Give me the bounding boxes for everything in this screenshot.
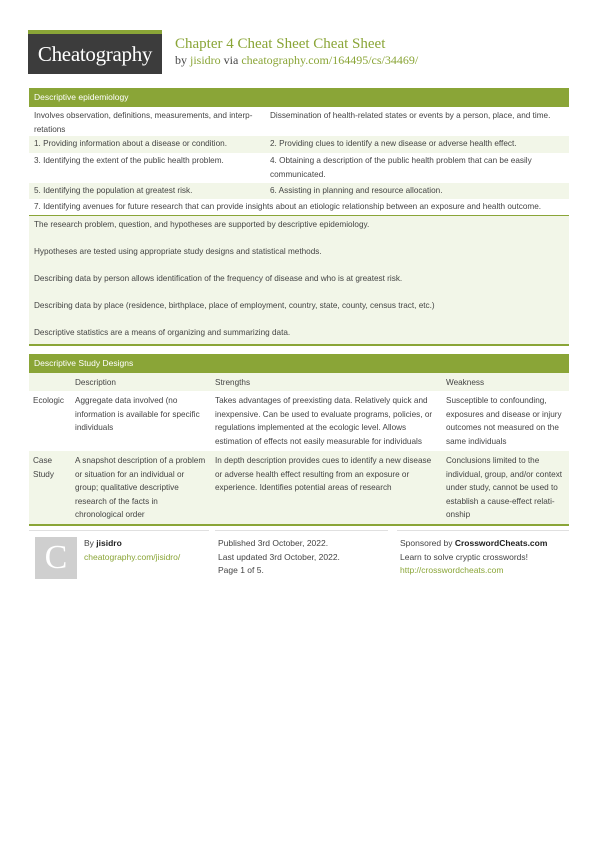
page-footer [29, 527, 569, 583]
epi-notes [29, 216, 569, 346]
table-row [29, 391, 569, 451]
cell-strengths: In depth description provides cues to identify a new disease or adverse health effect resulting from an exposure or experience. Identifies potential areas of research [215, 456, 432, 492]
epi-cell: 5. Identifying the population at greatest risk. [34, 186, 193, 195]
footer-by-word: By [84, 538, 94, 548]
via-word: via [223, 53, 239, 67]
footer-dates-text [218, 537, 388, 578]
epi-row [29, 183, 569, 199]
epi-cell: 4. Obtaining a description of the public health problem that can be easily communicated. [270, 156, 532, 179]
avatar: C [35, 537, 77, 579]
epi-cell: 2. Providing clues to identify a new disease or adverse health effect. [270, 139, 517, 148]
sponsor-name[interactable]: CrosswordCheats.com [454, 538, 548, 548]
column-header: Strengths [215, 378, 251, 387]
footer-sponsor [397, 530, 569, 583]
cell-weakness: Susceptible to confounding, exposures and disease or injury outcomes not measured on the same individuals [446, 396, 562, 446]
column-header: Description [75, 378, 116, 387]
cell-strengths: Takes advantages of preexisting data. Relatively quick and inexpensive. Can be used to evaluate programs, policies, or regulations implemented at the ecologic level. Allows estimation of effects not easily measurable for individuals [215, 396, 433, 446]
note-text: Describing data by person allows identification of the frequency of disease and who is at greatest risk. [34, 274, 403, 283]
cell-weakness: Conclusions limited to the individual, group, and/or context under study, cannot be used to establish a cause-effect relationship [446, 456, 563, 519]
sheet-url-link[interactable]: cheatography.com/164495/cs/34469/ [241, 53, 419, 67]
footer-author-text [84, 537, 209, 564]
row-name: Case Study [33, 456, 54, 479]
cell-description: A snapshot description of a problem or situation for an individual or group; qualitative descriptive research of the facts in chronological order [75, 456, 206, 519]
section-descriptive-epidemiology [29, 88, 569, 346]
footer-author-url[interactable]: cheatography.com/jisidro/ [84, 551, 181, 562]
epi-cell: 6. Assisting in planning and resource allocation. [270, 186, 443, 195]
note-text: Hypotheses are tested using appropriate study designs and statistical methods. [34, 247, 322, 256]
epi-cell: Involves observation, definitions, measurements, and interpretations [34, 111, 253, 134]
row-name: Ecologic [33, 396, 64, 405]
author-link[interactable]: jisidro [190, 53, 221, 67]
footer-author [29, 530, 209, 583]
by-word: by [175, 53, 187, 67]
epi-row [29, 153, 569, 183]
cheatography-logo[interactable] [28, 30, 162, 74]
sponsor-line [400, 537, 570, 551]
published-date: Published 3rd October, 2022. [218, 538, 329, 548]
section-heading: Descriptive epidemiology [29, 88, 569, 107]
sponsored-prefix: Sponsored by [400, 538, 453, 548]
footer-sponsor-text [400, 537, 570, 578]
epi-row [29, 136, 569, 153]
epi-row [29, 107, 569, 136]
note-text: Describing data by place (residence, birthplace, place of employment, country, state, county, census tract, etc.) [34, 301, 435, 310]
table-row [29, 451, 569, 526]
footer-dates [215, 530, 388, 583]
logo-text: Cheatography [37, 42, 153, 66]
epi-cell: 3. Identifying the extent of the public health problem. [34, 156, 224, 165]
footer-author-name[interactable]: jisidro [96, 538, 122, 548]
epi-full-row: 7. Identifying avenues for future research that can provide insights about an etiologic relationship between an exposure and health outcome. [34, 202, 542, 211]
note-text: Descriptive statistics are a means of organizing and summarizing data. [34, 328, 291, 337]
table-header [29, 373, 569, 391]
section-heading: Descriptive Study Designs [29, 354, 569, 373]
sponsor-url[interactable]: http://crosswordcheats.com [400, 565, 504, 575]
byline [175, 53, 418, 68]
column-header [29, 373, 71, 391]
sponsor-tagline: Learn to solve cryptic crosswords! [400, 551, 529, 562]
epi-cell: 1. Providing information about a disease or condition. [34, 139, 227, 148]
updated-date: Last updated 3rd October, 2022. [218, 551, 340, 562]
cell-description: Aggregate data involved (no information is available for specific individuals [75, 396, 200, 432]
page-number: Page 1 of 5. [218, 565, 264, 575]
footer-by-line [84, 537, 209, 551]
section-descriptive-study-designs [29, 354, 569, 526]
note-text: The research problem, question, and hypotheses are supported by descriptive epidemiology. [34, 220, 370, 229]
page-title: Chapter 4 Cheat Sheet Cheat Sheet [175, 36, 386, 52]
column-header: Weakness [446, 378, 485, 387]
epi-cell: Dissemination of health-related states or events by a person, place, and time. [270, 111, 551, 120]
